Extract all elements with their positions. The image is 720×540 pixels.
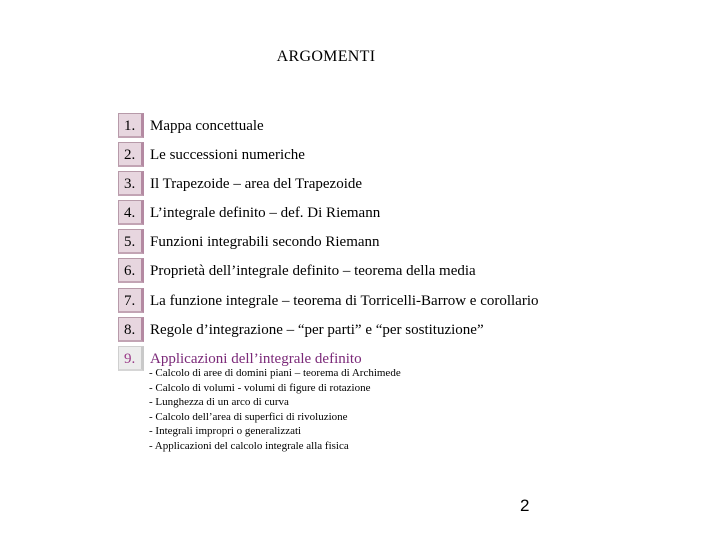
subtopic-list xyxy=(149,366,401,454)
topic-number-box xyxy=(118,200,144,225)
subtopic-item: - Calcolo di volumi - volumi di figure di rotazione xyxy=(149,381,371,394)
topic-item-7[interactable] xyxy=(118,288,718,317)
topic-number: 5. xyxy=(124,234,136,251)
topic-number-box xyxy=(118,171,144,196)
topic-item-2[interactable] xyxy=(118,142,718,171)
topic-number-box xyxy=(118,113,144,138)
topic-number: 4. xyxy=(124,205,136,222)
topic-number: 8. xyxy=(124,321,136,338)
topic-label: Funzioni integrabili secondo Riemann xyxy=(150,234,380,251)
topic-label: La funzione integrale – teorema di Torricelli-Barrow e corollario xyxy=(150,292,539,309)
topic-number-box xyxy=(118,288,144,313)
topic-number: 6. xyxy=(124,263,136,280)
topic-label: Regole d’integrazione – “per parti” e “per sostituzione” xyxy=(150,321,484,338)
topic-number: 7. xyxy=(124,292,136,309)
topic-number: 9. xyxy=(124,350,136,367)
topic-item-3[interactable] xyxy=(118,171,718,200)
topic-label: Le successioni numeriche xyxy=(150,147,305,164)
topic-label: L’integrale definito – def. Di Riemann xyxy=(150,205,381,222)
subtopic-item: - Lunghezza di un arco di curva xyxy=(149,396,289,409)
topic-number-box-active xyxy=(118,346,144,371)
slide-title: ARGOMENTI xyxy=(276,48,376,65)
topic-item-1[interactable] xyxy=(118,113,718,142)
topic-number-box xyxy=(118,317,144,342)
subtopic-item: - Calcolo dell’area di superfici di rivoluzione xyxy=(149,410,348,423)
topic-item-4[interactable] xyxy=(118,200,718,229)
topic-label: Proprietà dell’integrale definito – teorema della media xyxy=(150,263,476,280)
subtopic-item: - Calcolo di aree di domini piani – teorema di Archimede xyxy=(149,367,401,379)
topic-label-active: Applicazioni dell’integrale definito xyxy=(150,350,362,367)
topic-item-5[interactable] xyxy=(118,229,718,258)
topic-label: Il Trapezoide – area del Trapezoide xyxy=(150,176,363,193)
topic-number: 1. xyxy=(124,118,136,134)
subtopic-item: - Applicazioni del calcolo integrale alla fisica xyxy=(149,439,349,452)
topic-item-8[interactable] xyxy=(118,317,718,346)
topic-label: Mappa concettuale xyxy=(150,118,264,134)
subtopic-item: - Integrali impropri o generalizzati xyxy=(149,425,302,438)
page-number: 2 xyxy=(520,496,530,515)
topic-number-box xyxy=(118,229,144,254)
topic-number: 3. xyxy=(124,176,136,193)
topic-number-box xyxy=(118,142,144,167)
topic-list xyxy=(118,113,718,375)
topic-number-box xyxy=(118,258,144,283)
topic-item-6[interactable] xyxy=(118,258,718,287)
topic-number: 2. xyxy=(124,147,136,164)
